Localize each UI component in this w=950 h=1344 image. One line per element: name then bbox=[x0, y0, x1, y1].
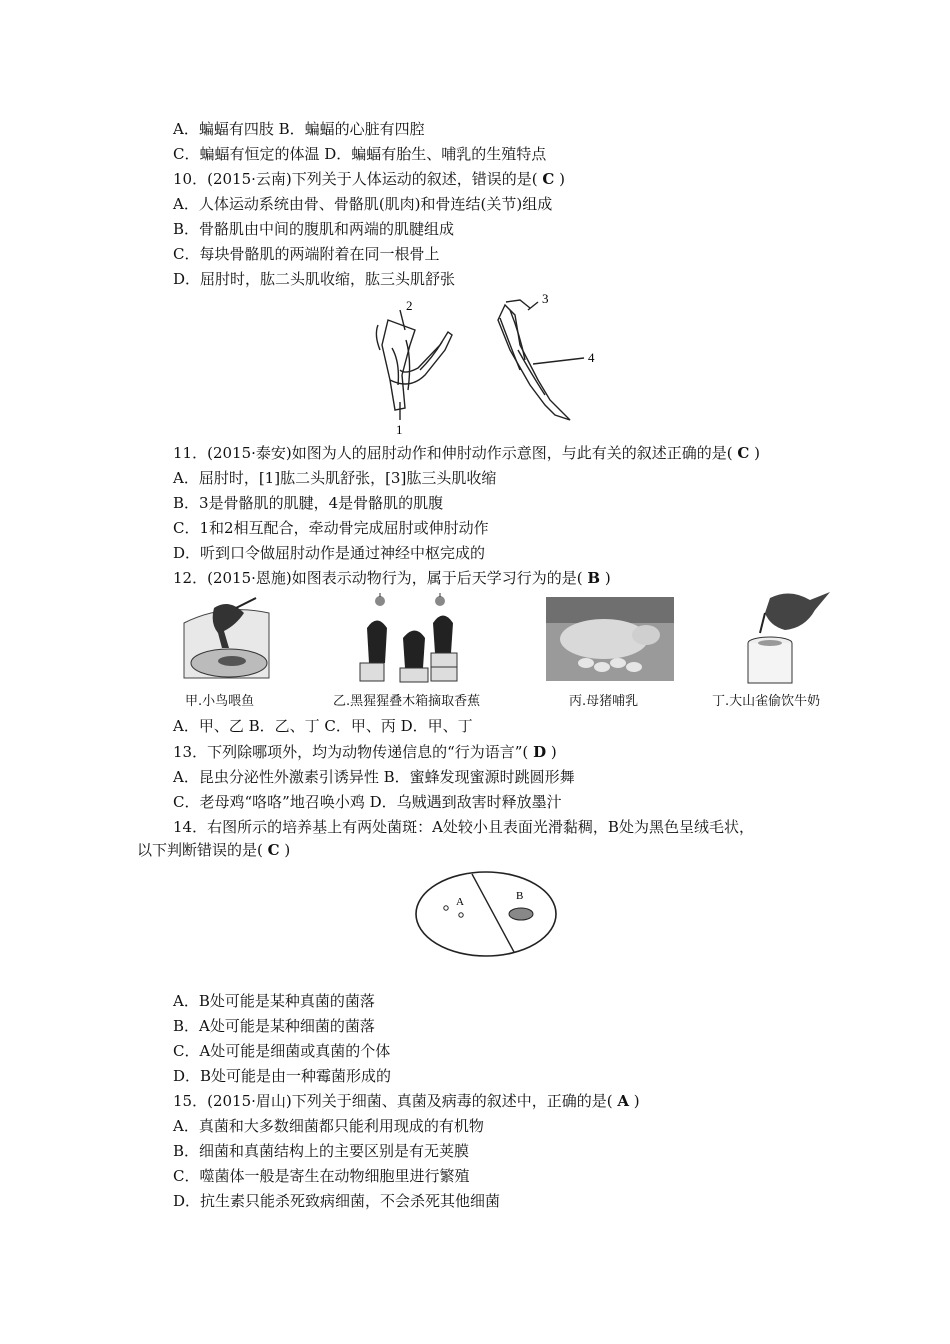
q13-options-ab: A．昆虫分泌性外激素引诱异性 B．蜜蜂发现蜜源时跳圆形舞 bbox=[173, 768, 575, 786]
q14-stem-line1: 14．右图所示的培养基上有两处菌斑：A处较小且表面光滑黏稠，B处为黑色呈绒毛状， bbox=[173, 818, 754, 836]
q15-close: ) bbox=[633, 1092, 640, 1110]
q14-option-b: B．A处可能是某种细菌的菌落 bbox=[173, 1017, 375, 1035]
colony-b-label: B bbox=[516, 890, 524, 902]
q10-option-d: D．屈肘时，肱二头肌收缩，肱三头肌舒张 bbox=[173, 270, 456, 288]
q15-answer: A bbox=[617, 1092, 630, 1110]
q11-option-a: A．屈肘时，[1]肱二头肌舒张，[3]肱三头肌收缩 bbox=[173, 469, 497, 487]
caption-bing: 丙.母猪哺乳 bbox=[569, 694, 639, 709]
q15-option-a: A．真菌和大多数细菌都只能利用现成的有机物 bbox=[173, 1117, 484, 1135]
colony-a-label: A bbox=[456, 896, 464, 908]
q14-option-d: D．B处可能是由一种霉菌形成的 bbox=[173, 1067, 392, 1085]
q14-close: ) bbox=[284, 841, 291, 859]
tit-drinking-milk-picture bbox=[735, 588, 835, 686]
q10-answer: C bbox=[542, 170, 555, 188]
q14-stem-line2 bbox=[137, 840, 290, 860]
q12-stem-text: 12．(2015·恩施)如图表示动物行为，属于后天学习行为的是( bbox=[173, 569, 583, 587]
colony-a-dot-1 bbox=[444, 906, 448, 910]
q13-answer: D bbox=[533, 743, 547, 761]
q11-answer: C bbox=[737, 444, 750, 462]
q13-close: ) bbox=[550, 743, 557, 761]
q11-option-d: D．听到口令做屈肘动作是通过神经中枢完成的 bbox=[173, 544, 486, 562]
q14-option-a: A．B处可能是某种真菌的菌落 bbox=[173, 992, 375, 1010]
q10-close: ) bbox=[559, 170, 565, 188]
q9-options-ab: A．蝙蝠有四肢 B．蝙蝠的心脏有四腔 bbox=[173, 120, 425, 138]
petri-dish-figure bbox=[412, 868, 562, 960]
q14-stem-text: 以下判断错误的是( bbox=[137, 841, 263, 859]
caption-jia: 甲.小鸟喂鱼 bbox=[185, 694, 255, 709]
arm-flex-extend-figure bbox=[370, 290, 610, 440]
arm-label-1: 1 bbox=[396, 422, 403, 437]
q14-answer: C bbox=[267, 841, 280, 859]
q15-option-c: C．噬菌体一般是寄生在动物细胞里进行繁殖 bbox=[173, 1167, 470, 1185]
q10-option-a: A．人体运动系统由骨、骨骼肌(肌肉)和骨连结(关节)组成 bbox=[173, 195, 553, 213]
q13-stem bbox=[173, 742, 557, 762]
arm-label-4: 4 bbox=[588, 350, 595, 365]
bird-feeding-fish-picture bbox=[174, 593, 274, 683]
q15-option-d: D．抗生素只能杀死致病细菌，不会杀死其他细菌 bbox=[173, 1192, 501, 1210]
q12-answer: B bbox=[587, 569, 601, 587]
chimpanzee-boxes-picture bbox=[355, 593, 495, 683]
caption-ding: 丁.大山雀偷饮牛奶 bbox=[712, 694, 821, 709]
q12-options: A．甲、乙 B．乙、丁 C．甲、丙 D．甲、丁 bbox=[173, 717, 473, 735]
colony-a-dot-2 bbox=[459, 913, 463, 917]
sow-nursing-picture bbox=[546, 597, 674, 681]
q11-option-b: B．3是骨骼肌的肌腱，4是骨骼肌的肌腹 bbox=[173, 494, 444, 512]
q15-option-b: B．细菌和真菌结构上的主要区别是有无荚膜 bbox=[173, 1142, 470, 1160]
arm-label-3: 3 bbox=[542, 291, 549, 306]
q13-stem-text: 13．下列除哪项外，均为动物传递信息的“行为语言”( bbox=[173, 743, 529, 761]
q9-options-cd: C．蝙蝠有恒定的体温 D．蝙蝠有胎生、哺乳的生殖特点 bbox=[173, 145, 547, 163]
caption-yi: 乙.黑猩猩叠木箱摘取香蕉 bbox=[333, 694, 481, 709]
arm-label-2: 2 bbox=[406, 298, 413, 313]
q11-option-c: C．1和2相互配合，牵动骨完成屈肘或伸肘动作 bbox=[173, 519, 489, 537]
colony-b-patch bbox=[509, 908, 533, 920]
q15-stem bbox=[173, 1091, 640, 1111]
q11-stem-text: 11．(2015·泰安)如图为人的屈肘动作和伸肘动作示意图，与此有关的叙述正确的是( bbox=[173, 444, 733, 462]
q10-stem-text: 10．(2015·云南)下列关于人体运动的叙述，错误的是( bbox=[173, 170, 538, 188]
q14-option-c: C．A处可能是细菌或真菌的个体 bbox=[173, 1042, 391, 1060]
flexed-arm-drawing bbox=[376, 310, 452, 420]
q10-option-c: C．每块骨骼肌的两端附着在同一根骨上 bbox=[173, 245, 440, 263]
q15-stem-text: 15．(2015·眉山)下列关于细菌、真菌及病毒的叙述中，正确的是( bbox=[173, 1092, 613, 1110]
petri-divider-line bbox=[472, 874, 514, 952]
q13-options-cd: C．老母鸡“咯咯”地召唤小鸡 D．乌贼遇到敌害时释放墨汁 bbox=[173, 793, 562, 811]
q10-option-b: B．骨骼肌由中间的腹肌和两端的肌腱组成 bbox=[173, 220, 455, 238]
petri-dish-outline bbox=[416, 872, 556, 956]
q10-stem bbox=[173, 169, 565, 189]
extended-arm-drawing bbox=[498, 300, 584, 420]
q11-close: ) bbox=[754, 444, 760, 462]
q12-stem bbox=[173, 568, 611, 588]
q12-close: ) bbox=[604, 569, 611, 587]
q11-stem bbox=[173, 443, 760, 463]
